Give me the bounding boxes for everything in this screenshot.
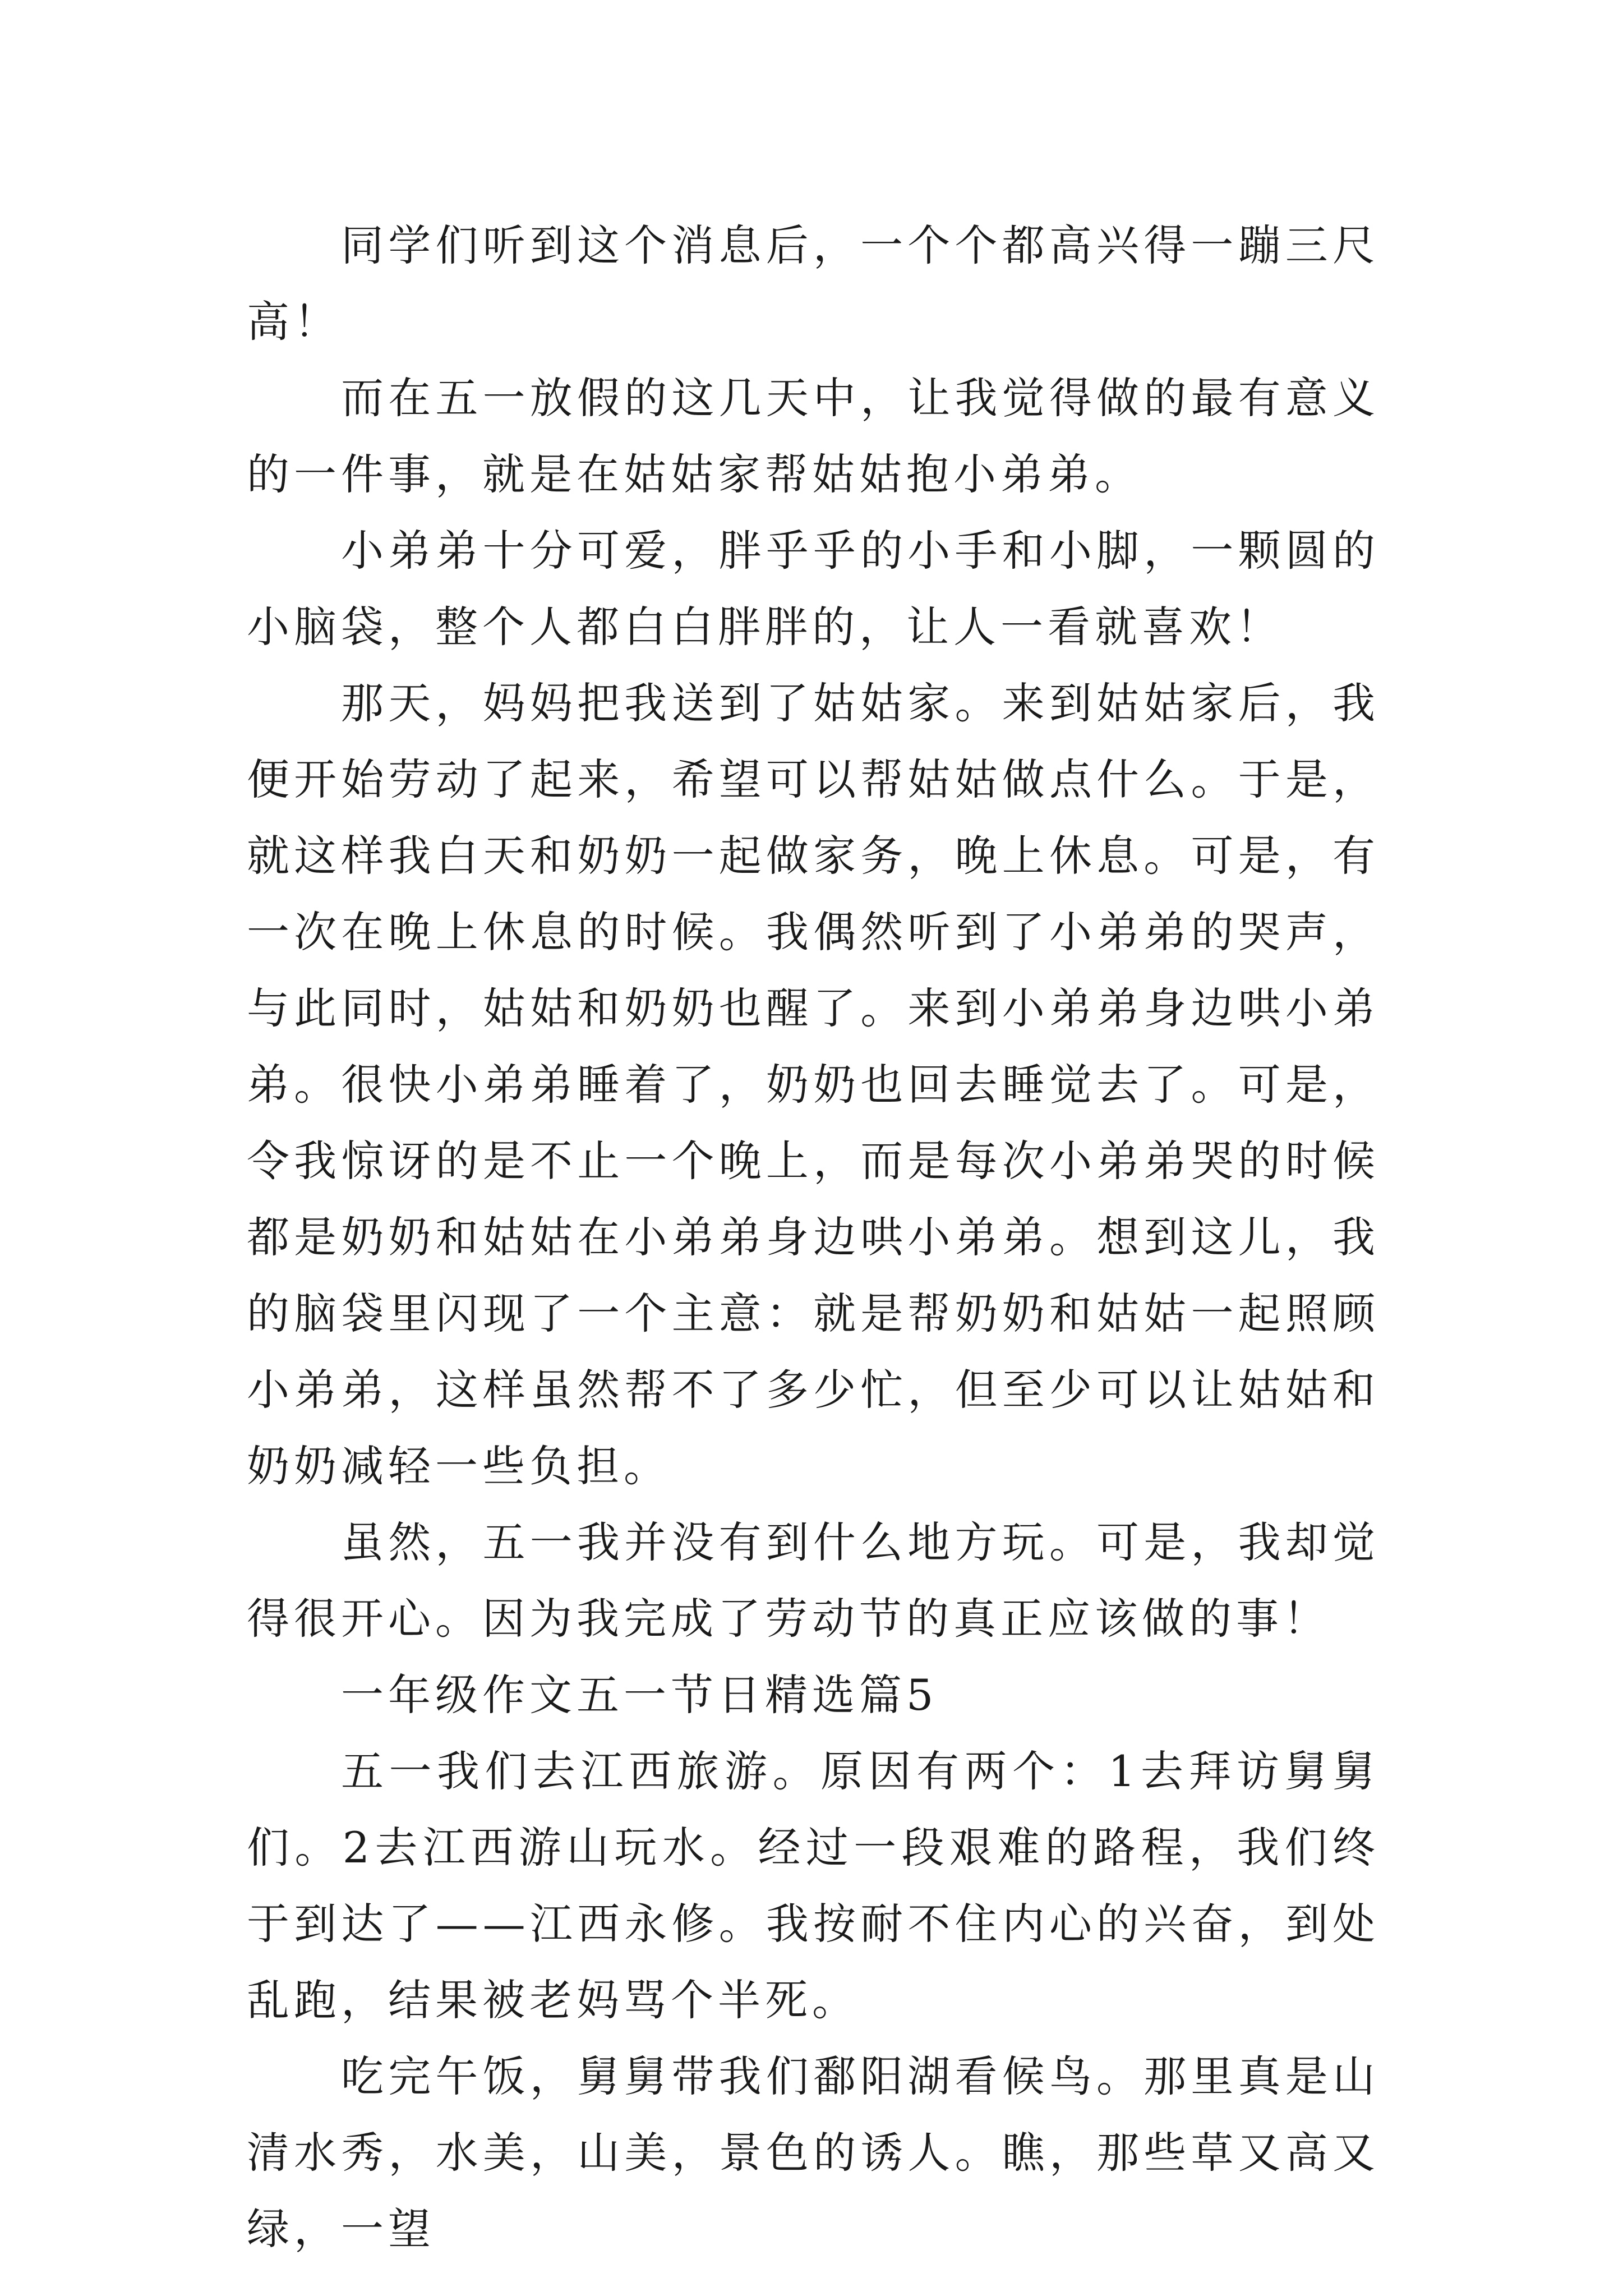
paragraph: 五一我们去江西旅游。原因有两个：1去拜访舅舅们。2去江西游山玩水。经过一段艰难的路程，我们终于到达了——江西永修。我按耐不住内心的兴奋，到处乱跑，结果被老妈骂个半死。 [247, 1746, 1380, 2025]
paragraph: 那天，妈妈把我送到了姑姑家。来到姑姑家后，我便开始劳动了起来，希望可以帮姑姑做点什么。于是，就这样我白天和奶奶一起做家务，晚上休息。可是，有一次在晚上休息的时候。我偶然听到了小弟弟的哭声，与此同时，姑姑和奶奶也醒了。来到小弟弟身边哄小弟弟。很快小弟弟睡着了，奶奶也回去睡觉去了。可是，令我惊讶的是不止一个晚上，而是每次小弟弟哭的时候都是奶奶和姑姑在小弟弟身边哄小弟弟。想到这儿，我的脑袋里闪现了一个主意：就是帮奶奶和姑姑一起照顾小弟弟，这样虽然帮不了多少忙，但至少可以让姑姑和奶奶减轻一些负担。 [247, 678, 1380, 1491]
paragraph: 虽然，五一我并没有到什么地方玩。可是，我却觉得很开心。因为我完成了劳动节的真正应该做的事！ [247, 1517, 1380, 1644]
paragraph: 小弟弟十分可爱，胖乎乎的小手和小脚，一颗圆的小脑袋，整个人都白白胖胖的，让人一看就喜欢！ [247, 526, 1380, 652]
document-page [247, 208, 1380, 2267]
section-heading: 一年级作文五一节日精选篇5 [341, 1670, 938, 1720]
paragraph: 吃完午饭，舅舅带我们鄱阳湖看候鸟。那里真是山清水秀，水美，山美，景色的诱人。瞧，那些草又高又绿，一望 [247, 2051, 1380, 2254]
paragraph: 而在五一放假的这几天中，让我觉得做的最有意义的一件事，就是在姑姑家帮姑姑抱小弟弟。 [247, 373, 1380, 499]
paragraph: 同学们听到这个消息后，一个个都高兴得一蹦三尺高！ [247, 220, 1380, 347]
